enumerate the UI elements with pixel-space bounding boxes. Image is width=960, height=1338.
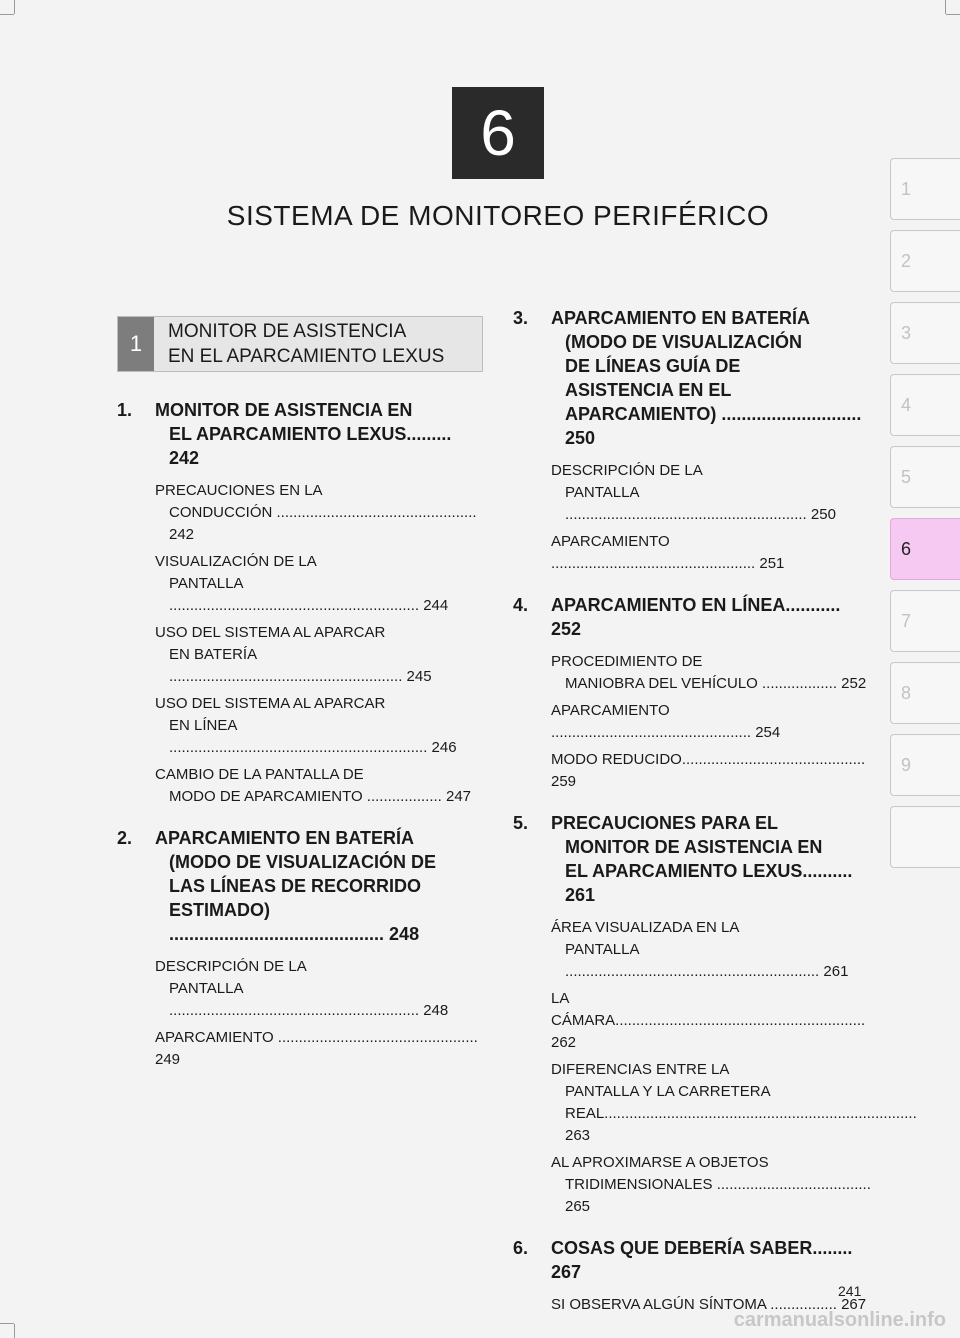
tab-8[interactable]: 8	[890, 662, 960, 724]
entry-title: APARCAMIENTO EN BATERÍA	[155, 828, 415, 848]
section-title-line: MONITOR DE ASISTENCIA	[168, 321, 407, 342]
toc-sub-item[interactable]	[155, 622, 483, 688]
entry-title: (MODO DE VISUALIZACIÓN DE	[169, 852, 437, 872]
entry-title: MONITOR DE ASISTENCIA EN	[565, 837, 823, 857]
sub-line: DIFERENCIAS ENTRE LA	[551, 1061, 730, 1078]
tab-2[interactable]: 2	[890, 230, 960, 292]
toc-sub-list	[513, 460, 873, 575]
crop-mark	[14, 1324, 15, 1338]
sub-line: MANIOBRA DEL VEHÍCULO .................. 252	[565, 675, 867, 692]
sub-line: PANTALLA Y LA CARRETERA	[565, 1083, 771, 1100]
section-title	[154, 317, 482, 371]
toc-sub-item[interactable]	[551, 460, 873, 526]
toc-sub-item[interactable]	[551, 531, 873, 575]
toc-right-column	[513, 306, 917, 1334]
watermark: carmanualsonline.info	[733, 1309, 946, 1331]
toc-entry-3[interactable]	[513, 306, 873, 450]
sub-line: LA CÁMARA............................................................ 262	[551, 990, 866, 1051]
toc-sub-item[interactable]	[155, 551, 483, 617]
entry-number: 4.	[513, 595, 529, 615]
sub-line: APARCAMIENTO ................................................ 249	[155, 1029, 478, 1068]
toc-sub-list	[117, 956, 483, 1071]
toc-sub-item[interactable]	[551, 651, 873, 695]
tab-5[interactable]: 5	[890, 446, 960, 508]
crop-mark	[945, 0, 946, 14]
entry-number: 3.	[513, 308, 529, 328]
sub-line: USO DEL SISTEMA AL APARCAR	[155, 695, 386, 712]
toc-sub-item[interactable]	[551, 749, 873, 793]
entry-title: ASISTENCIA EN EL	[565, 380, 732, 400]
toc-entry-5[interactable]	[513, 811, 873, 907]
sub-line: PROCEDIMIENTO DE	[551, 653, 703, 670]
sub-line: USO DEL SISTEMA AL APARCAR	[155, 624, 386, 641]
toc-sub-item[interactable]	[155, 764, 483, 808]
toc-sub-item[interactable]	[155, 956, 483, 1022]
crop-mark	[946, 14, 960, 15]
entry-title: EL APARCAMIENTO LEXUS......... 242	[169, 424, 452, 468]
entry-title: DE LÍNEAS GUÍA DE	[565, 356, 741, 376]
crop-mark	[14, 0, 15, 14]
section-title-line: EN EL APARCAMIENTO LEXUS	[168, 346, 445, 367]
sub-line: ÁREA VISUALIZADA EN LA	[551, 919, 740, 936]
entry-title: PRECAUCIONES PARA EL	[551, 813, 779, 833]
chapter-title: SISTEMA DE MONITOREO PERIFÉRICO	[226, 200, 770, 231]
sub-line: AL APROXIMARSE A OBJETOS	[551, 1154, 769, 1171]
sub-line: APARCAMIENTO ................................................ 254	[551, 702, 781, 741]
section-number: 1	[118, 317, 154, 371]
tab-7[interactable]: 7	[890, 590, 960, 652]
tab-3[interactable]: 3	[890, 302, 960, 364]
toc-sub-item[interactable]	[551, 700, 873, 744]
entry-title: APARCAMIENTO EN BATERÍA	[551, 308, 811, 328]
entry-title: MONITOR DE ASISTENCIA EN	[155, 400, 413, 420]
sub-line: REAL........................................................................... 263	[565, 1105, 917, 1144]
sub-line: VISUALIZACIÓN DE LA	[155, 553, 317, 570]
tab-6[interactable]: 6	[890, 518, 960, 580]
sub-line: PRECAUCIONES EN LA	[155, 482, 323, 499]
toc-sub-item[interactable]	[155, 693, 483, 759]
toc-sub-list	[513, 651, 873, 793]
toc-sub-item[interactable]	[551, 1152, 873, 1218]
toc-sub-list	[513, 917, 917, 1218]
toc-entry-4[interactable]	[513, 593, 873, 641]
sub-line: DESCRIPCIÓN DE LA	[551, 462, 703, 479]
toc-left-column	[117, 398, 483, 1089]
tab-4[interactable]: 4	[890, 374, 960, 436]
entry-number: 1.	[117, 400, 133, 420]
section-header	[117, 316, 483, 372]
sub-line: DESCRIPCIÓN DE LA	[155, 958, 307, 975]
toc-entry-1[interactable]	[117, 398, 483, 470]
toc-sub-item[interactable]	[155, 1027, 483, 1071]
toc-sub-item[interactable]	[551, 917, 873, 983]
chapter-tabs	[890, 158, 960, 878]
sub-line: MODO REDUCIDO............................................ 259	[551, 751, 866, 790]
sub-line: APARCAMIENTO ................................................. 251	[551, 533, 785, 572]
sub-line: EN BATERÍA ........................................................ 245	[169, 646, 432, 685]
tab-1[interactable]: 1	[890, 158, 960, 220]
entry-title: APARCAMIENTO) ............................ 250	[565, 404, 862, 448]
sub-line: EN LÍNEA .............................................................. 246	[169, 717, 457, 756]
toc-entry-2[interactable]	[117, 826, 483, 946]
entry-title: COSAS QUE DEBERÍA SABER........ 267	[551, 1238, 853, 1282]
toc-entry-6[interactable]	[513, 1236, 873, 1284]
tab-9[interactable]: 9	[890, 734, 960, 796]
sub-line: PANTALLA ............................................................. 261	[565, 941, 849, 980]
entry-title: LAS LÍNEAS DE RECORRIDO	[169, 876, 422, 896]
sub-line: MODO DE APARCAMIENTO .................. 247	[169, 788, 472, 805]
crop-mark	[0, 14, 14, 15]
entry-number: 6.	[513, 1238, 529, 1258]
entry-title: ESTIMADO) ........................................... 248	[169, 900, 420, 944]
sub-line: PANTALLA ............................................................ 244	[169, 575, 449, 614]
entry-number: 5.	[513, 813, 529, 833]
toc-sub-item[interactable]	[551, 1059, 917, 1147]
crop-mark	[0, 1323, 14, 1324]
toc-sub-item[interactable]	[155, 480, 483, 546]
toc-sub-item[interactable]	[551, 988, 873, 1054]
entry-title: APARCAMIENTO EN LÍNEA........... 252	[551, 595, 841, 639]
sub-line: TRIDIMENSIONALES ..................................... 265	[565, 1176, 871, 1215]
sub-line: PANTALLA ............................................................ 248	[169, 980, 449, 1019]
entry-title: EL APARCAMIENTO LEXUS.......... 261	[565, 861, 853, 905]
entry-title: (MODO DE VISUALIZACIÓN	[565, 332, 802, 352]
sub-line: CAMBIO DE LA PANTALLA DE	[155, 766, 364, 783]
sub-line: PANTALLA .......................................................... 250	[565, 484, 836, 523]
toc-sub-list	[117, 480, 483, 808]
entry-number: 2.	[117, 828, 133, 848]
sub-line: CONDUCCIÓN ................................................ 242	[169, 504, 477, 543]
sub-line: SI OBSERVA ALGÚN SÍNTOMA ................ 267	[551, 1296, 867, 1313]
tab-blank[interactable]	[890, 806, 960, 868]
page-number: 241	[838, 1283, 862, 1299]
chapter-number: 6	[452, 87, 544, 179]
